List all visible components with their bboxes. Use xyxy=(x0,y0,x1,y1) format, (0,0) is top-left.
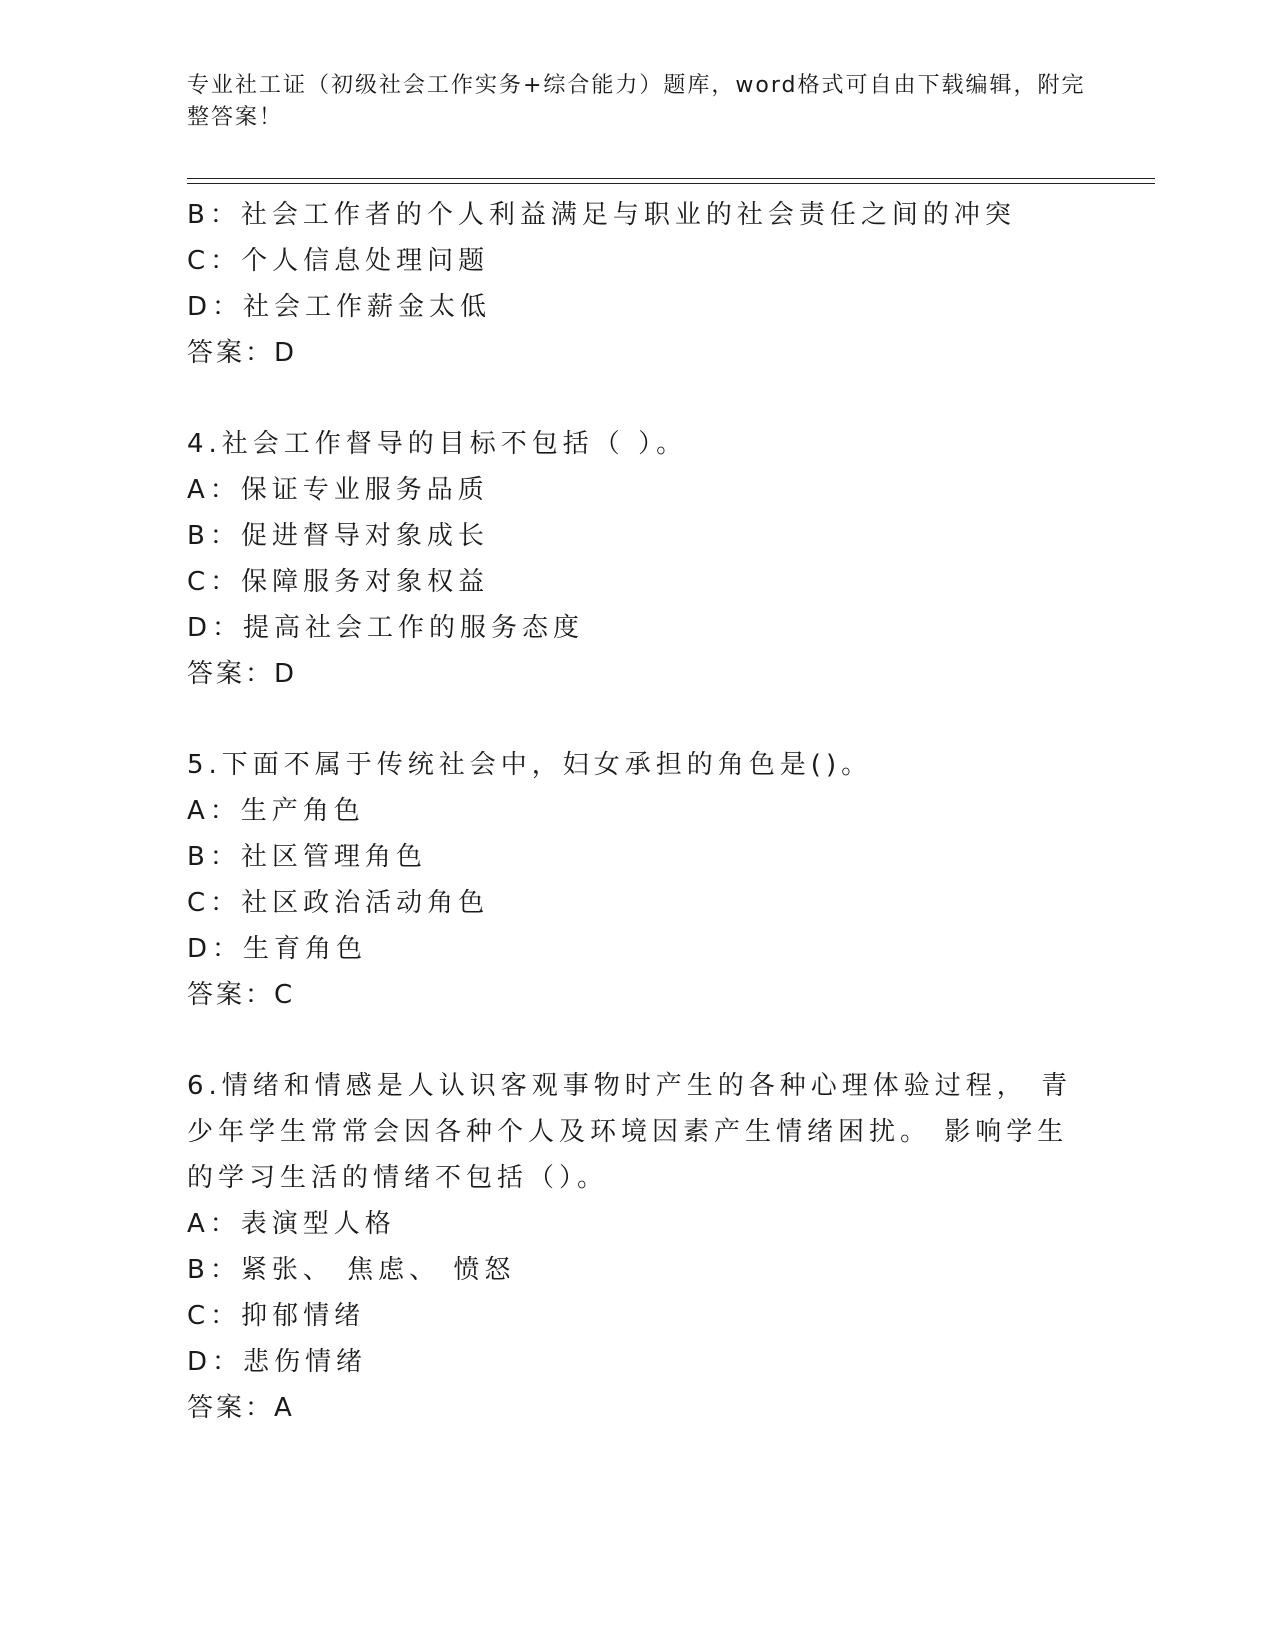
option-d: D：生育角色 xyxy=(187,934,368,964)
answer-line: 答案：D xyxy=(187,338,298,368)
option-c: C：个人信息处理问题 xyxy=(187,246,490,276)
header-rule-bottom xyxy=(187,183,1155,184)
answer-line: 答案：D xyxy=(187,659,298,689)
question-block-3 xyxy=(187,192,1087,376)
option-b: B：社区管理角色 xyxy=(187,842,427,872)
option-c: C：保障服务对象权益 xyxy=(187,567,490,597)
option-c: C：社区政治活动角色 xyxy=(187,888,490,918)
option-a: A：表演型人格 xyxy=(187,1209,396,1239)
document-header: 专业社工证（初级社会工作实务+综合能力）题库，word格式可自由下载编辑，附完整答案！ xyxy=(187,73,1086,130)
option-d: D：社会工作薪金太低 xyxy=(187,292,492,322)
question-block-6 xyxy=(187,1063,1087,1431)
option-a: A：生产角色 xyxy=(187,796,365,826)
question-stem: 6.情绪和情感是人认识客观事物时产生的各种心理体验过程， 青少年学生常常会因各种个人及环境因素产生情绪困扰。 影响学生的学习生活的情绪不包括（）。 xyxy=(187,1071,1073,1193)
option-a: A：保证专业服务品质 xyxy=(187,475,489,505)
option-c: C：抑郁情绪 xyxy=(187,1301,366,1331)
option-b: B：促进督导对象成长 xyxy=(187,521,489,551)
option-d: D：提高社会工作的服务态度 xyxy=(187,613,585,643)
question-list xyxy=(187,192,1087,1431)
option-b: B：社会工作者的个人利益满足与职业的社会责任之间的冲突 xyxy=(187,200,1016,230)
option-b: B：紧张、 焦虑、 愤怒 xyxy=(187,1255,516,1285)
question-stem: 4.社会工作督导的目标不包括（ ）。 xyxy=(187,429,688,459)
question-block-5 xyxy=(187,742,1087,1018)
question-stem: 5.下面不属于传统社会中，妇女承担的角色是()。 xyxy=(187,750,873,780)
answer-line: 答案：C xyxy=(187,980,296,1010)
option-d: D：悲伤情绪 xyxy=(187,1347,368,1377)
question-block-4 xyxy=(187,421,1087,697)
answer-line: 答案：A xyxy=(187,1393,295,1423)
header-rule-top xyxy=(187,178,1155,179)
